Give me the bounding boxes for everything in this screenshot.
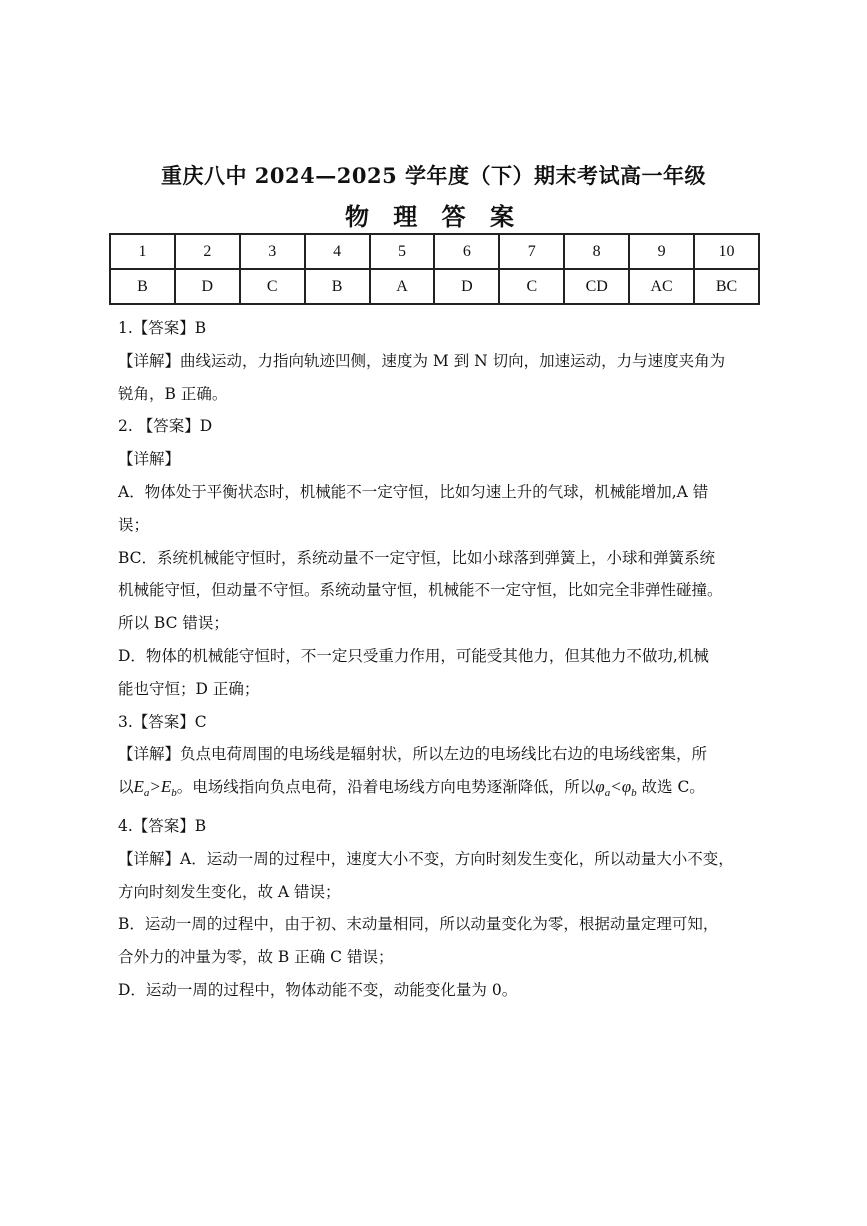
document-title: 重庆八中 2024—2025 学年度（下）期末考试高一年级 xyxy=(160,163,706,188)
question-number-cell: 3 xyxy=(240,234,305,269)
q2-detail-label: 【详解】 xyxy=(118,450,181,469)
q3-heading: 3.【答案】C xyxy=(118,712,207,731)
q4-option-b: 合外力的冲量为零，故 B 正确 C 错误； xyxy=(118,948,394,967)
q4-option-a: 方向时刻发生变化，故 A 错误； xyxy=(118,882,341,901)
q2-option-d: D．物体的机械能守恒时，不一定只受重力作用，可能受其他力，但其他力不做功,机械 xyxy=(118,646,709,665)
q3-detail-formula-line xyxy=(118,771,756,810)
q3-text: 以 xyxy=(118,778,134,797)
field-strength-a: $E_a$ xyxy=(133,777,150,800)
question-number-cell: 1 xyxy=(110,234,175,269)
q4-option-b: B．运动一周的过程中，由于初、末动量相同，所以动量变化为零，根据动量定理可知， xyxy=(118,915,719,934)
question-number-cell: 7 xyxy=(499,234,564,269)
q2-option-bc: BC．系统机械能守恒时，系统动量不一定守恒，比如小球落到弹簧上，小球和弹簧系统 xyxy=(118,548,716,567)
answer-cell: A xyxy=(370,269,435,304)
q2-option-bc: 机械能守恒，但动量不守恒。系统动量守恒，机械能不一定守恒，比如完全非弹性碰撞。 xyxy=(118,581,723,600)
potential-a: $\varphi_a$ xyxy=(595,777,611,800)
answer-cell: D xyxy=(175,269,240,304)
q2-option-a: A．物体处于平衡状态时，机械能不一定守恒，比如匀速上升的气球，机械能增加,A 错 xyxy=(118,482,709,501)
potential-b: $\varphi_b$ xyxy=(621,777,637,800)
answer-cell: BC xyxy=(694,269,759,304)
question-number-cell: 8 xyxy=(564,234,629,269)
question-number-cell: 9 xyxy=(629,234,694,269)
q3-detail: 【详解】负点电荷周围的电场线是辐射状，所以左边的电场线比右边的电场线密集，所 xyxy=(118,745,708,764)
q4-option-a: 【详解】A．运动一周的过程中，速度大小不变，方向时刻发生变化，所以动量大小不变， xyxy=(118,849,734,868)
question-number-cell: 4 xyxy=(305,234,370,269)
q3-text: 故选 C。 xyxy=(636,778,705,797)
q1-heading: 1.【答案】B xyxy=(118,319,207,337)
question-number-cell: 10 xyxy=(694,234,759,269)
answer-cell: B xyxy=(305,269,370,304)
q4-option-d: D．运动一周的过程中，物体动能不变，动能变化量为 0。 xyxy=(118,980,518,999)
q2-heading: 2. 【答案】D xyxy=(118,417,213,436)
q2-option-bc: 所以 BC 错误； xyxy=(118,614,229,633)
answer-cell: CD xyxy=(564,269,629,304)
question-number-cell: 5 xyxy=(370,234,435,269)
q2-option-a: 误； xyxy=(118,515,150,534)
answer-cell: AC xyxy=(629,269,694,304)
answer-cell: C xyxy=(240,269,305,304)
greater-than-sign: > xyxy=(149,777,161,797)
q2-option-d: 能也守恒；D 正确； xyxy=(118,679,260,698)
answer-table-number-row xyxy=(110,234,759,269)
answer-cell: B xyxy=(110,269,175,304)
question-number-cell: 2 xyxy=(175,234,240,269)
q1-detail: 锐角，B 正确。 xyxy=(118,384,228,403)
answer-cell: C xyxy=(499,269,564,304)
q3-text: 。电场线指向负点电荷，沿着电场线方向电势逐渐降低，所以 xyxy=(176,778,596,797)
answer-table xyxy=(109,233,760,305)
answer-table-answer-row xyxy=(110,269,759,304)
field-strength-b: $E_b$ xyxy=(160,777,177,800)
less-than-sign: < xyxy=(610,777,622,797)
question-number-cell: 6 xyxy=(434,234,499,269)
document-subtitle: 物 理 答 案 xyxy=(344,202,523,231)
answer-explanations xyxy=(118,312,756,1007)
q1-detail: 【详解】曲线运动，力指向轨迹凹侧，速度为 M 到 N 切向，加速运动，力与速度夹角为 xyxy=(118,351,726,370)
answer-cell: D xyxy=(434,269,499,304)
q4-heading: 4.【答案】B xyxy=(118,816,207,835)
